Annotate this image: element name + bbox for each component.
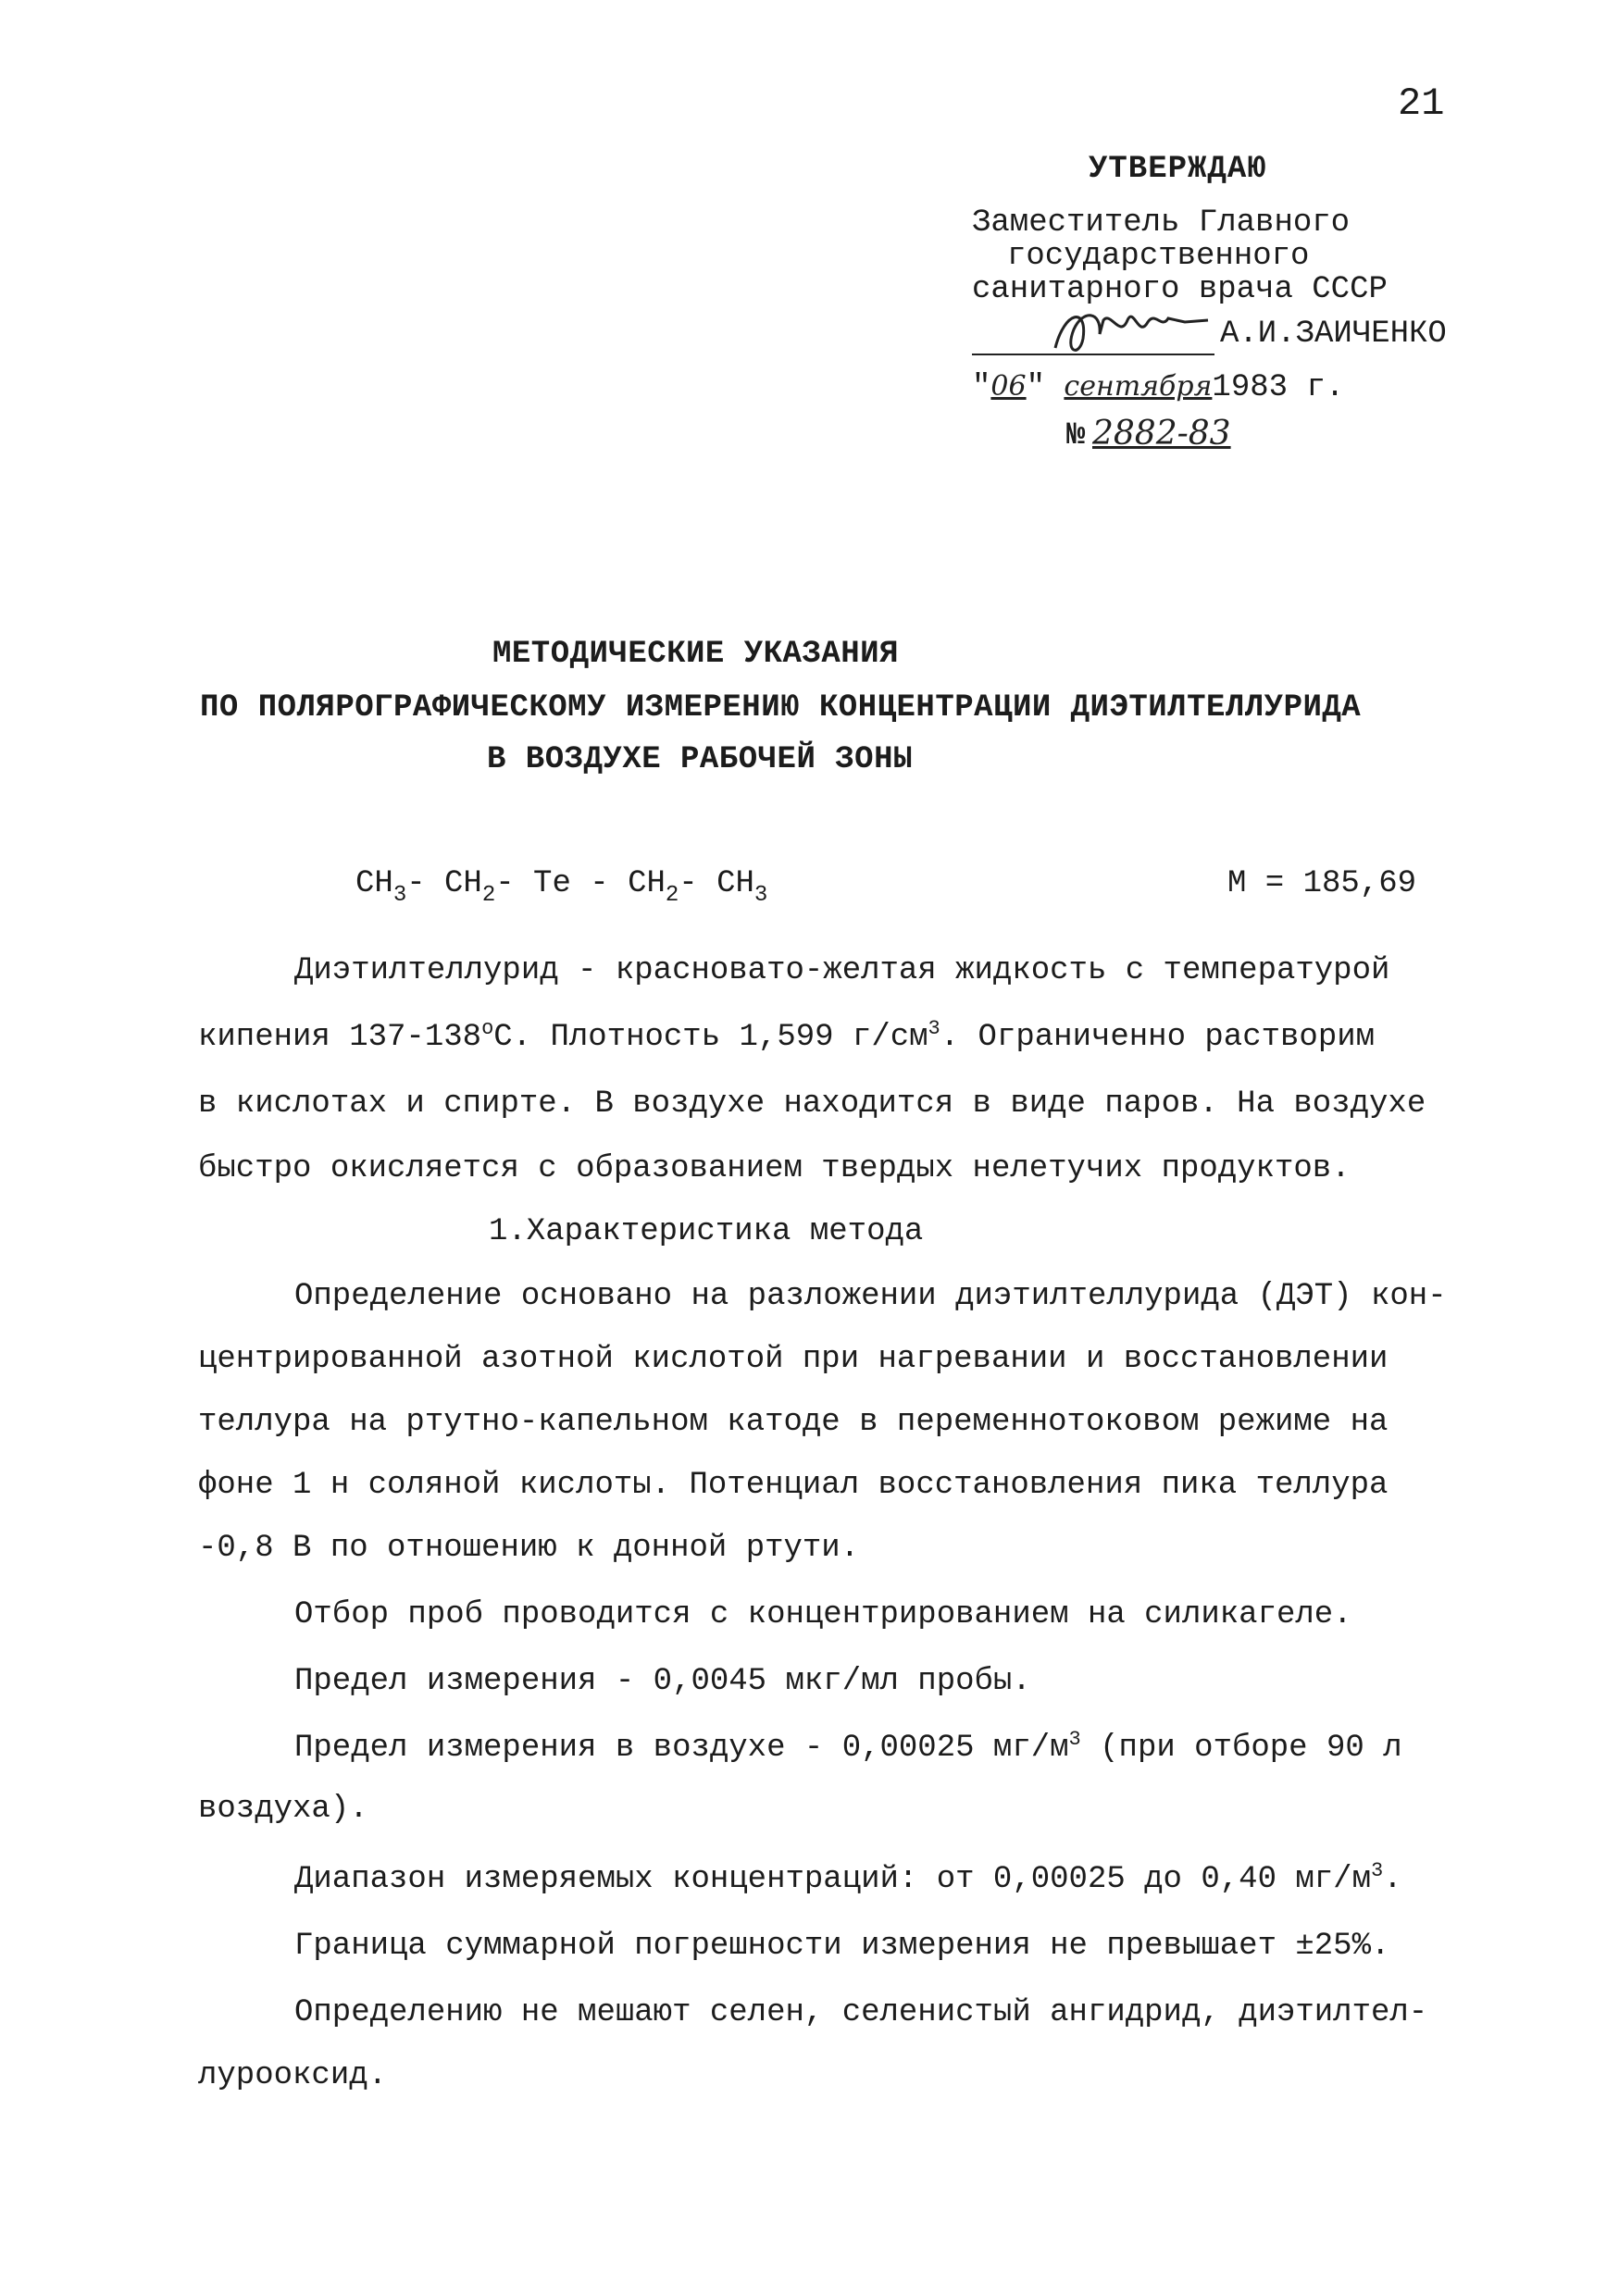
intro-line3: в кислотах и спирте. В воздухе находится в виде паров. На воздухе [198, 1086, 1426, 1122]
date-year: 1983 г. [1212, 370, 1345, 405]
sampling-note: Отбор проб проводится с концентрированием на силикагеле. [294, 1597, 1352, 1632]
title-line1: МЕТОДИЧЕСКИЕ УКАЗАНИЯ [492, 637, 899, 672]
approval-position-line1: Заместитель Главного [972, 205, 1351, 241]
method-line3: теллура на ртутно-капельном катоде в переменнотоковом режиме на [198, 1405, 1389, 1440]
intro-line1: Диэтилтеллурид - красновато-желтая жидкость с температурой [294, 953, 1390, 988]
method-line4: фоне 1 н соляной кислоты. Потенциал восстановления пика теллура [198, 1468, 1389, 1503]
approval-date: "06" сентября1983 г. [972, 370, 1345, 405]
method-line2: центрированной азотной кислотой при нагревании и восстановлении [198, 1342, 1389, 1377]
air-limit-line1: Предел измерения в воздухе - 0,00025 $мг/м^3$ (при отборе 90 л [294, 1728, 1402, 1766]
error-bound: Граница суммарной погрешности измерения не превышает ±25%. [294, 1929, 1390, 1964]
air-limit-line2: воздуха). [198, 1792, 368, 1827]
measurement-limit: Предел измерения - 0,0045 мкг/мл пробы. [294, 1664, 1031, 1699]
title-line3: В ВОЗДУХЕ РАБОЧЕЙ ЗОНЫ [487, 742, 913, 777]
molecular-mass: M = 185,69 [1227, 866, 1417, 901]
title-line2: ПО ПОЛЯРОГРАФИЧЕСКОМУ ИЗМЕРЕНИЮ КОНЦЕНТРАЦИИ ДИЭТИЛТЕЛЛУРИДА [200, 690, 1362, 726]
approval-position-line3: санитарного врача СССР [972, 272, 1388, 307]
approval-position-line2: государственного [1007, 239, 1310, 274]
date-day: 06 [990, 370, 1027, 403]
concentration-range: Диапазон измеряемых концентраций: от 0,00025 до 0,40 $мг/м^3$. [294, 1859, 1402, 1897]
approver-name: А.И.ЗАИЧЕНКО [1220, 316, 1447, 352]
section-heading: 1.Характеристика метода [489, 1214, 924, 1249]
method-line1: Определение основано на разложении диэтилтеллурида (ДЭТ) кон- [294, 1279, 1447, 1314]
registration-number-mark: № [1066, 418, 1086, 453]
date-month: сентября [1064, 370, 1213, 403]
page-number: 21 [1398, 81, 1445, 126]
method-line5: -0,8 В по отношению к донной ртути. [198, 1531, 860, 1566]
interference-line2: лурооксид. [198, 2058, 388, 2093]
interference-line1: Определению не мешают селен, селенистый ангидрид, диэтилтел- [294, 1995, 1428, 2030]
registration-number: 2882-83 [1092, 415, 1231, 453]
approval-heading: УТВЕРЖДАЮ [1089, 152, 1267, 187]
intro-line4: быстро окисляется с образованием твердых нелетучих продуктов. [198, 1151, 1351, 1186]
intro-line2: кипения 137-138$^o$С. Плотность 1,599 $г/см^3$. Ограниченно растворим [198, 1017, 1376, 1055]
signature-icon [1046, 302, 1222, 361]
chemical-formula: $CH_3-$ $CH_2-$ Te - $CH_2-$ $CH_3$ [355, 866, 768, 908]
